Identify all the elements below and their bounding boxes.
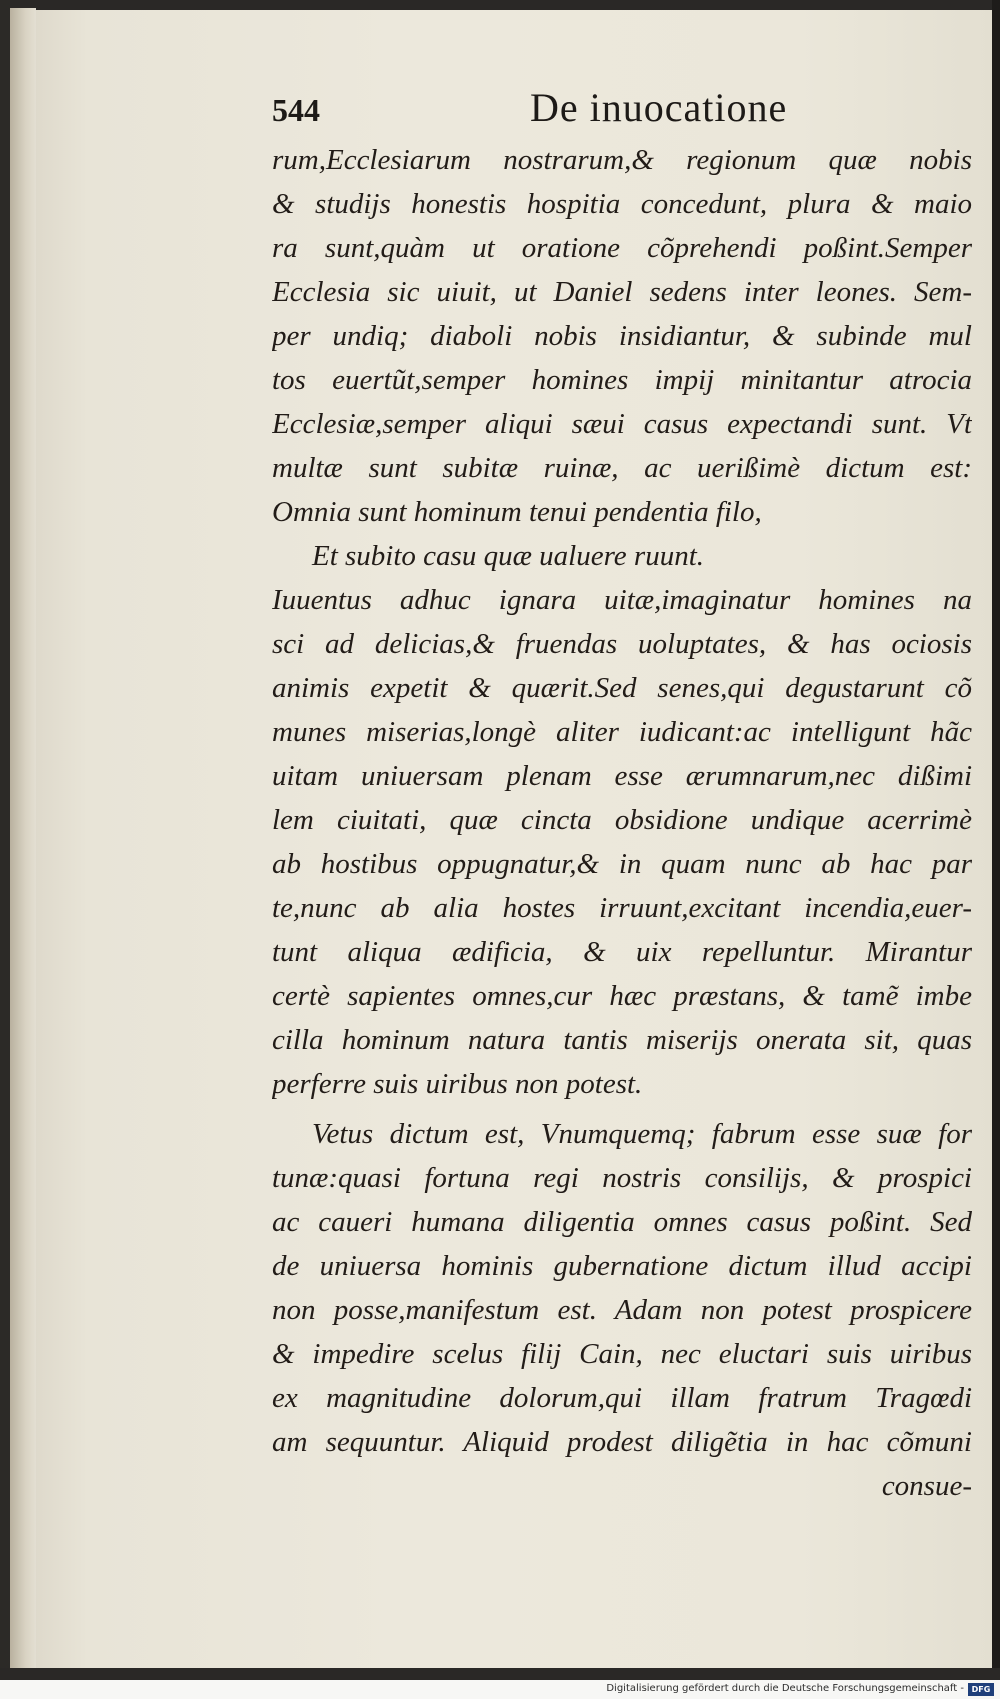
text-line: Iuuentus adhuc ignara uitæ,imaginatur homines na (272, 584, 972, 616)
text-line: ab hostibus oppugnatur,& in quam nunc ab hac par (272, 848, 972, 880)
text-line: tunæ:quasi fortuna regi nostris consilijs, & prospici (272, 1162, 972, 1194)
text-line: de uniuersa hominis gubernatione dictum illud accipi (272, 1250, 972, 1282)
footer-credit: Digitalisierung gefördert durch die Deutsche Forschungsgemeinschaft - (606, 1683, 964, 1694)
text-line: te,nunc ab alia hostes irruunt,excitant incendia,euer- (272, 892, 972, 924)
text-line: tunt aliqua ædificia, & uix repelluntur. Mirantur (272, 936, 972, 968)
text-line: certè sapientes omnes,cur hæc præstans, & tamẽ imbe (272, 980, 972, 1012)
text-line: munes miserias,longè aliter iudicant:ac intelligunt hãc (272, 716, 972, 748)
text-line: cilla hominum natura tantis miserijs onerata sit, quas (272, 1024, 972, 1056)
text-line: rum,Ecclesiarum nostrarum,& regionum quæ nobis (272, 144, 972, 176)
verse-line: Et subito casu quæ ualuere ruunt. (312, 540, 705, 572)
text-line: ra sunt,quàm ut oratione cõprehendi poßint.Semper (272, 232, 972, 264)
text-line: & studijs honestis hospitia concedunt, plura & maio (272, 188, 972, 220)
page-title: De inuocatione (530, 85, 788, 130)
text-line: multæ sunt subitæ ruinæ, ac uerißimè dictum est: (272, 452, 972, 484)
scan-bottom-border (0, 1668, 1000, 1680)
scan-right-border (992, 0, 1000, 1672)
text-line: non posse,manifestum est. Adam non potest prospicere (272, 1294, 972, 1326)
text-line: ex magnitudine dolorum,qui illam fratrum Tragœdi (272, 1382, 972, 1414)
scan-top-border (0, 0, 1000, 10)
text-line: tos euertũt,semper homines impij minitantur atrocia (272, 364, 972, 396)
text-line: ac caueri humana diligentia omnes casus poßint. Sed (272, 1206, 972, 1238)
page-gutter (10, 8, 36, 1668)
text-line: uitam uniuersam plenam esse ærumnarum,nec dißimi (272, 760, 972, 792)
text-line: Vetus dictum est, Vnumquemq; fabrum esse suæ for (312, 1118, 972, 1150)
text-line: Ecclesiæ,semper aliqui sæui casus expectandi sunt. Vt (272, 408, 972, 440)
text-line: perferre suis uiribus non potest. (272, 1068, 643, 1100)
text-line: am sequuntur. Aliquid prodest diligẽtia in hac cõmuni (272, 1426, 972, 1458)
digitization-footer (0, 1680, 1000, 1699)
body-text (272, 138, 972, 1508)
scan-left-border (0, 0, 10, 1672)
dfg-logo[interactable]: DFG (968, 1683, 994, 1696)
page-number: 544 (272, 92, 320, 128)
text-line: per undiq; diaboli nobis insidiantur, & subinde mul (272, 320, 972, 352)
running-head (272, 84, 1000, 140)
text-line: & impedire scelus filij Cain, nec eluctari suis uiribus (272, 1338, 972, 1370)
text-line: lem ciuitati, quæ cincta obsidione undique acerrimè (272, 804, 972, 836)
text-line: Ecclesia sic uiuit, ut Daniel sedens inter leones. Sem- (272, 276, 972, 308)
text-line: animis expetit & quærit.Sed senes,qui degustarunt cõ (272, 672, 972, 704)
catchword: consue- (881, 1470, 972, 1502)
verse-line: Omnia sunt hominum tenui pendentia filo, (272, 496, 762, 528)
text-line: sci ad delicias,& fruendas uoluptates, & has ociosis (272, 628, 972, 660)
